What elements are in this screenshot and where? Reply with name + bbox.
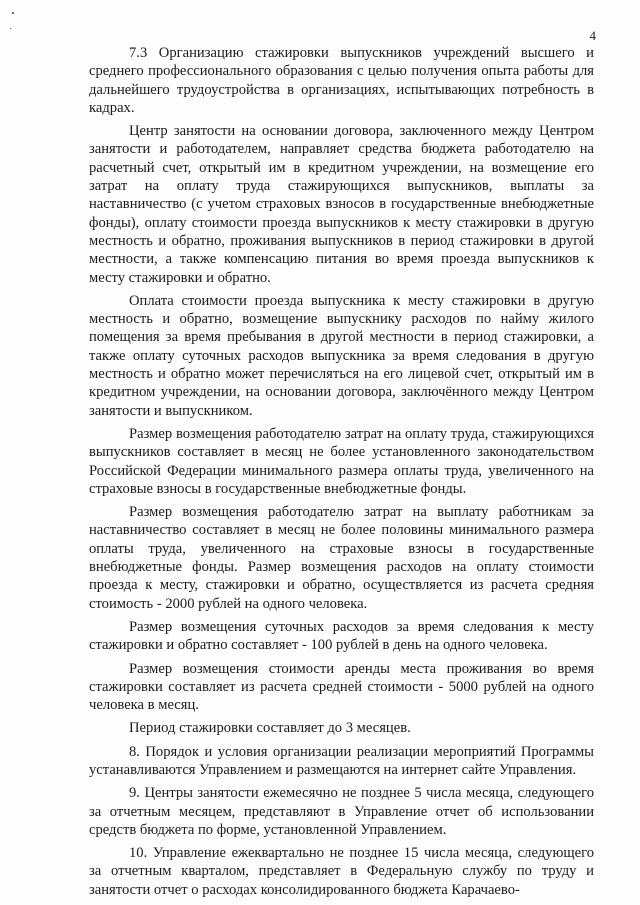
paragraph-travel-payment: Оплата стоимости проезда выпускника к месту стажировки в другую местность и обратно, возмещение выпускнику расходов по найму жилого помещения за время пребывания в другой местности в период стажировки, а также оплату суточных расходов выпускника за время следования в другую местность и обратно может перечисляться на его лицевой счет, открытый им в кредитном учреждении, на основании договора, заключённого между Центром занятости и выпускником.: [89, 292, 594, 419]
scan-speck: [12, 12, 14, 14]
paragraph-8: 8. Порядок и условия организации реализации мероприятий Программы устанавливаются Управлением и размещаются на интернет сайте Управления.: [89, 743, 594, 778]
document-body: [89, 44, 594, 904]
paragraph-employment-center-contract: Центр занятости на основании договора, заключенного между Центром занятости и работодателем, направляет средства бюджета работодателю на расчетный счет, открытый им в кредитном учреждении, на возмещение его затрат на оплату труда стажирующихся выпускников, выплаты за наставничество (с учетом страховых взносов в государственные внебюджетные фонды), оплату стоимости проезда выпускников к месту стажировки в другую местность и обратно, проживания выпускников в период стажировки в другой местности, а также компенсацию питания во время проезда выпускников к месту стажировки и обратно.: [89, 123, 594, 286]
paragraph-10: 10. Управление ежеквартально не позднее 15 числа месяца, следующего за отчетным кварталом, представляет в Федеральную службу по труду и занятости отчет о расходах консолидированного бюджета Карачаево-: [89, 845, 594, 898]
page-number: 4: [589, 28, 596, 43]
paragraph-9: 9. Центры занятости ежемесячно не позднее 5 числа месяца, следующего за отчетным месяцем, представляют в Управление отчет об использовании средств бюджета по форме, установленной Управлением.: [89, 785, 594, 838]
scan-speck: [10, 28, 11, 29]
paragraph-7-3: 7.3 Организацию стажировки выпускников учреждений высшего и среднего профессионального образования с целью получения опыта работы для дальнейшего трудоустройства в организациях, испытывающих потребность в кадрах.: [89, 45, 594, 116]
paragraph-accommodation: Размер возмещения стоимости аренды места проживания во время стажировки составляет из расчета средней стоимости - 5000 рублей на одного человека в месяц.: [89, 660, 594, 714]
paragraph-internship-period: Период стажировки составляет до 3 месяцев.: [129, 720, 411, 737]
paragraph-wage-reimbursement: Размер возмещения работодателю затрат на оплату труда, стажирующихся выпускников составляет в месяц не более установленного законодательством Российской Федерации минимального размера оплаты труда, увеличенного на страховые взносы в государственные внебюджетные фонды.: [89, 425, 594, 497]
paragraph-daily-allowance: Размер возмещения суточных расходов за время следования к месту стажировки и обратно составляет - 100 рублей в день на одного человека.: [89, 618, 594, 654]
paragraph-mentoring-reimbursement: Размер возмещения работодателю затрат на выплату работникам за наставничество составляет в месяц не более половины минимального размера оплаты труда, увеличенного на страховые взносы в государственные внебюджетные фонды. Размер возмещения расходов на оплату стоимости проезда к месту, стажировки и обратно, осуществляется из расчета средняя стоимость - 2000 рублей на одного человека.: [89, 504, 594, 612]
